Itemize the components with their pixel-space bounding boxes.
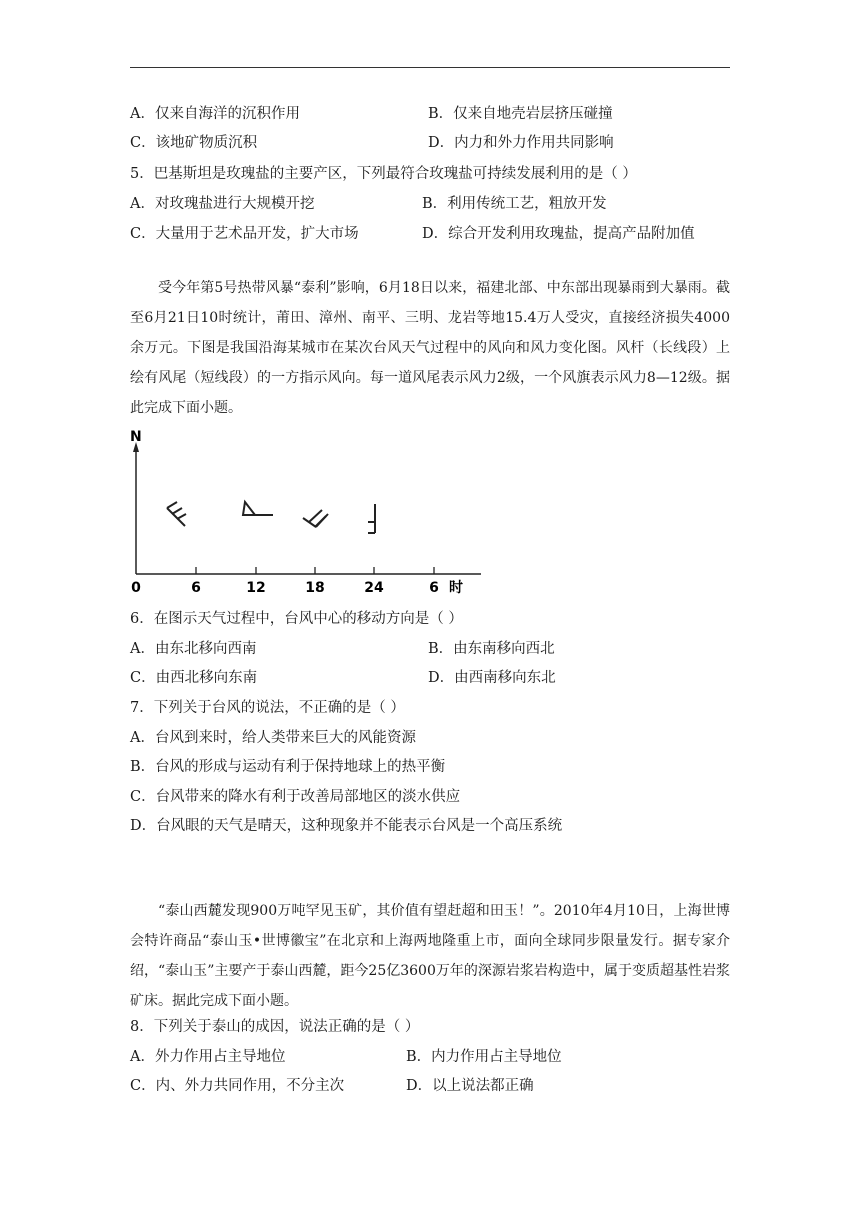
header-rule	[130, 67, 730, 68]
q4-option-c[interactable]: C．该地矿物质沉积	[130, 135, 258, 151]
q6-option-c[interactable]: C．由西北移向东南	[130, 670, 258, 686]
q7-option-b[interactable]: B．台风的形成与运动有利于保持地球上的热平衡	[130, 759, 446, 775]
tick-label-12: 12	[246, 580, 266, 596]
q8-option-b[interactable]: B．内力作用占主导地位	[406, 1049, 562, 1065]
q5-option-a[interactable]: A．对玫瑰盐进行大规模开挖	[130, 196, 315, 212]
taishan-passage: “泰山西麓发现900万吨罕见玉矿，其价值有望赶超和田玉！”。2010年4月10日，上海世博会特许商品“泰山玉•世博徽宝”在北京和上海两地隆重上市，面向全球同步限量发行。据专家介绍，“泰山玉”主要产于泰山西麓，距今25亿3600万年的深源岩浆岩构造中，属于变质超基性岩浆矿床。据此完成下面小题。	[130, 903, 730, 1009]
q6-option-b[interactable]: B．由东南移向西北	[428, 641, 555, 657]
q6-option-d[interactable]: D．由西南移向东北	[428, 670, 556, 686]
q4-option-b[interactable]: B．仅来自地壳岩层挤压碰撞	[428, 106, 613, 122]
tick-label-24: 24	[364, 580, 384, 596]
tick-label-18: 18	[305, 580, 325, 596]
north-label: N	[130, 430, 142, 445]
q6-option-a[interactable]: A．由东北移向西南	[130, 641, 257, 657]
wind-symbol-12h	[243, 502, 273, 515]
wind-symbol-6h	[167, 502, 186, 526]
q7-option-a[interactable]: A．台风到来时，给人类带来巨大的风能资源	[130, 730, 416, 746]
q8-stem: 8．下列关于泰山的成因，说法正确的是（ ）	[130, 1019, 420, 1035]
q4-option-d[interactable]: D．内力和外力作用共同影响	[428, 135, 614, 151]
q4-option-a[interactable]: A．仅来自海洋的沉积作用	[130, 106, 300, 122]
tick-label-6-next: 6	[429, 580, 439, 596]
wind-symbol-24h	[368, 504, 375, 533]
q8-option-c[interactable]: C．内、外力共同作用，不分主次	[130, 1078, 345, 1094]
q7-stem: 7．下列关于台风的说法，不正确的是（ ）	[130, 700, 405, 716]
tick-label-6: 6	[191, 580, 201, 596]
q6-stem: 6．在图示天气过程中，台风中心的移动方向是（ ）	[130, 611, 463, 627]
typhoon-passage: 受今年第5号热带风暴“泰利”影响，6月18日以来，福建北部、中东部出现暴雨到大暴雨。截至6月21日10时统计，莆田、漳州、南平、三明、龙岩等地15.4万人受灾，直接经济损失4000余万元。下图是我国沿海某城市在某次台风天气过程中的风向和风力变化图。风杆（长线段）上绘有风尾（短线段）的一方指示风向。每一道风尾表示风力2级，一个风旗表示风力8—12级。据此完成下面小题。	[130, 280, 730, 416]
q5-option-b[interactable]: B．利用传统工艺，粗放开发	[422, 196, 607, 212]
x-unit-label: 时	[449, 580, 463, 596]
q5-option-c[interactable]: C．大量用于艺术品开发，扩大市场	[130, 226, 359, 242]
q7-option-c[interactable]: C．台风带来的降水有利于改善局部地区的淡水供应	[130, 789, 461, 805]
q5-option-d[interactable]: D．综合开发利用玫瑰盐，提高产品附加值	[422, 226, 695, 242]
q5-stem: 5．巴基斯坦是玫瑰盐的主要产区，下列最符合玫瑰盐可持续发展利用的是（ ）	[130, 166, 637, 182]
wind-direction-figure	[125, 430, 495, 605]
q7-option-d[interactable]: D．台风眼的天气是晴天，这种现象并不能表示台风是一个高压系统	[130, 818, 563, 834]
q8-option-d[interactable]: D．以上说法都正确	[406, 1078, 534, 1094]
q8-option-a[interactable]: A．外力作用占主导地位	[130, 1049, 286, 1065]
tick-label-0: 0	[131, 580, 141, 596]
wind-symbol-18h	[303, 510, 328, 527]
